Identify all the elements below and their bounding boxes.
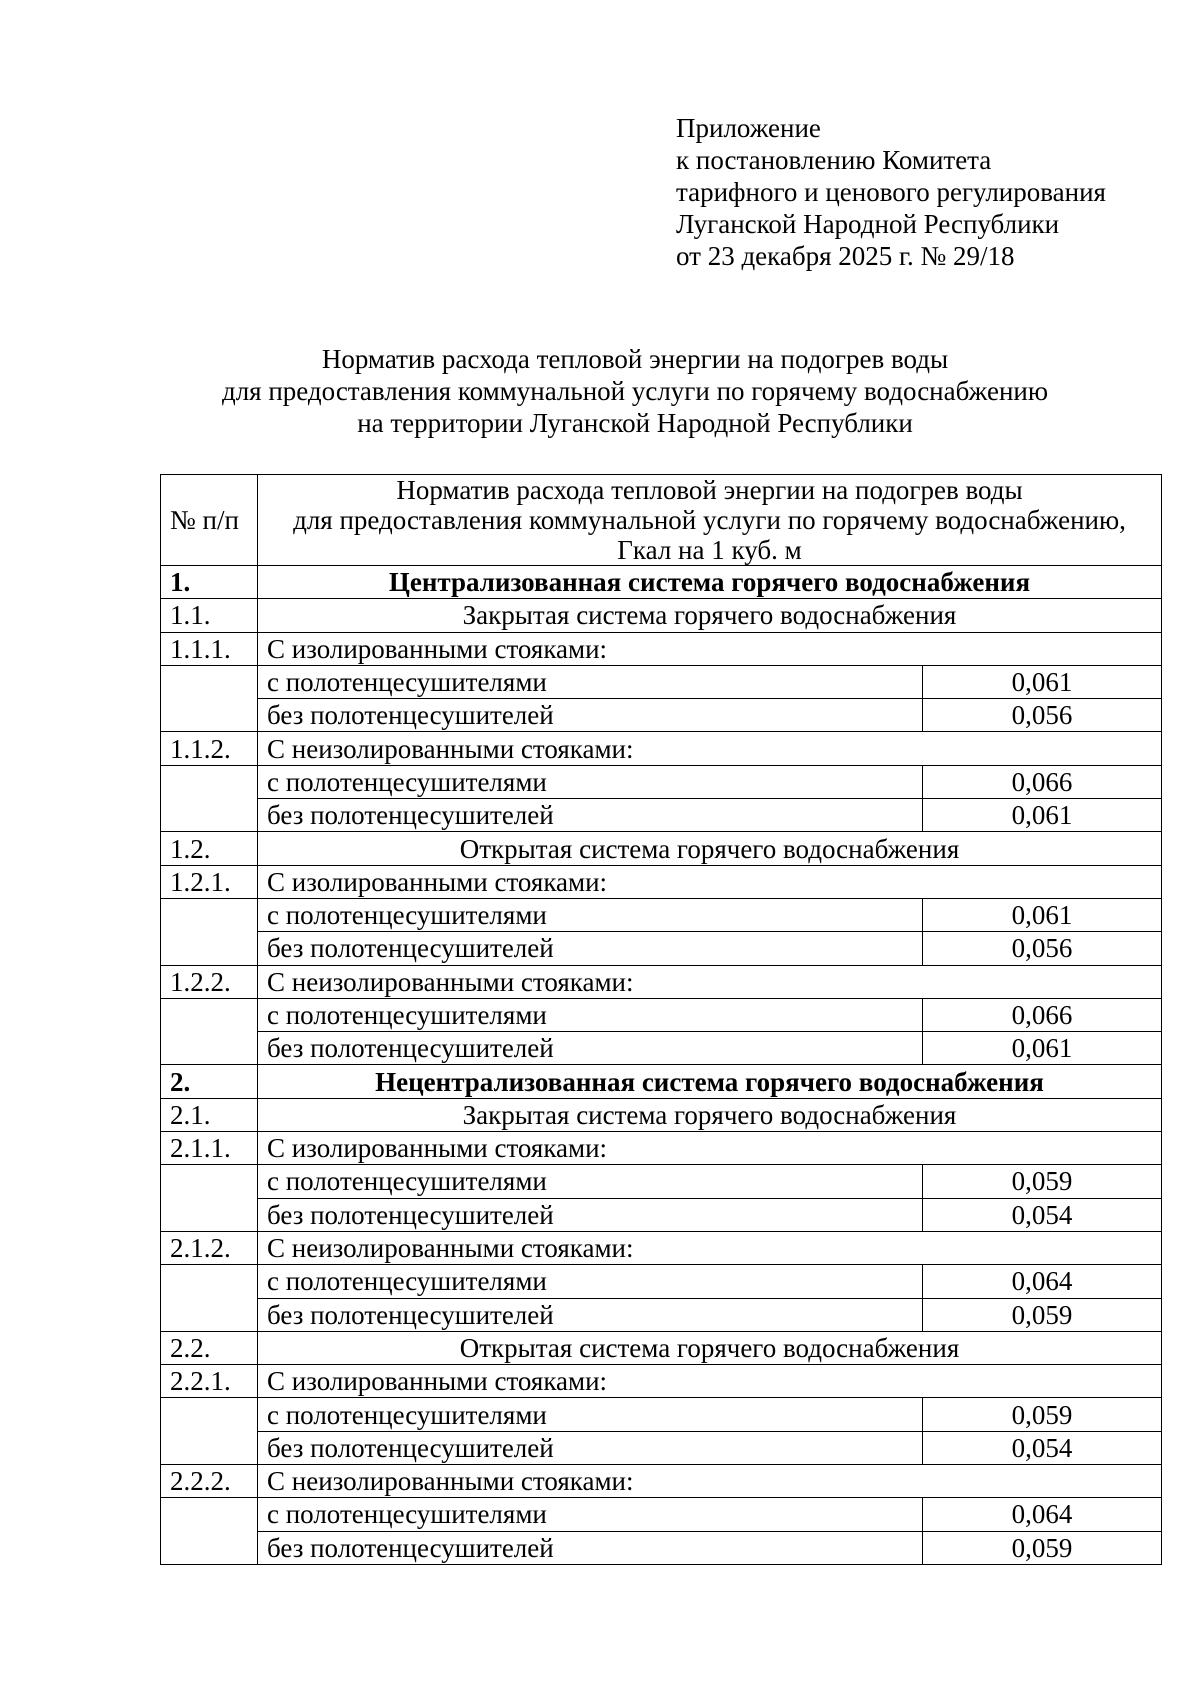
group-row [161, 632, 1162, 665]
table-row [161, 898, 1162, 931]
table-row [161, 799, 1162, 832]
row-number: 2.1.2. [161, 1231, 258, 1264]
empty-num-cell [161, 1498, 258, 1565]
group-row [161, 865, 1162, 898]
header-line: Норматив расхода тепловой энергии на подогрев воды [396, 475, 1023, 505]
row-number: 2.2. [161, 1331, 258, 1364]
appendix-line: от 23 декабря 2025 г. № 29/18 [676, 241, 1015, 271]
item-value: 0,054 [923, 1431, 1162, 1464]
table-row [161, 1265, 1162, 1298]
appendix-block [676, 112, 1106, 272]
empty-num-cell [161, 1165, 258, 1232]
group-label: С изолированными стояками: [258, 1365, 1162, 1398]
table-row [161, 1165, 1162, 1198]
table-row [161, 1531, 1162, 1564]
subsection-row [161, 832, 1162, 865]
item-label: без полотенцесушителей [258, 1298, 923, 1331]
group-row [161, 1231, 1162, 1264]
table-row [161, 765, 1162, 798]
item-value: 0,059 [923, 1165, 1162, 1198]
section-row [161, 1065, 1162, 1098]
item-value: 0,066 [923, 998, 1162, 1031]
item-label: без полотенцесушителей [258, 699, 923, 732]
row-number: 2.2.1. [161, 1365, 258, 1398]
subsection-label: Открытая система горячего водоснабжения [258, 1331, 1162, 1364]
table-row [161, 699, 1162, 732]
row-number: 1.1. [161, 599, 258, 632]
subsection-row [161, 599, 1162, 632]
appendix-line: Приложение [676, 113, 821, 143]
title-line: на территории Луганской Народной Республики [357, 408, 913, 438]
item-label: без полотенцесушителей [258, 1032, 923, 1065]
table-row [161, 1298, 1162, 1331]
row-number: 2. [161, 1065, 258, 1098]
item-value: 0,064 [923, 1265, 1162, 1298]
group-label: С неизолированными стояками: [258, 732, 1162, 765]
item-value: 0,061 [923, 665, 1162, 698]
table-row [161, 1198, 1162, 1231]
empty-num-cell [161, 765, 258, 832]
norms-table [160, 474, 1162, 1565]
group-row [161, 732, 1162, 765]
group-row [161, 1465, 1162, 1498]
row-number: 1.1.2. [161, 732, 258, 765]
row-number: 1.2.1. [161, 865, 258, 898]
item-label: с полотенцесушителями [258, 1165, 923, 1198]
table-row [161, 1032, 1162, 1065]
item-value: 0,061 [923, 898, 1162, 931]
subsection-row [161, 1331, 1162, 1364]
item-value: 0,066 [923, 765, 1162, 798]
item-label: с полотенцесушителями [258, 1498, 923, 1531]
item-value: 0,059 [923, 1531, 1162, 1564]
item-value: 0,054 [923, 1198, 1162, 1231]
group-label: С неизолированными стояками: [258, 1465, 1162, 1498]
table-row [161, 1398, 1162, 1431]
item-value: 0,061 [923, 1032, 1162, 1065]
subsection-label: Закрытая система горячего водоснабжения [258, 1098, 1162, 1131]
item-value: 0,056 [923, 699, 1162, 732]
header-line: для предоставления коммунальной услуги по горячему водоснабжению, [293, 505, 1126, 535]
subsection-row [161, 1098, 1162, 1131]
item-label: без полотенцесушителей [258, 932, 923, 965]
item-label: с полотенцесушителями [258, 898, 923, 931]
row-number: 1.2.2. [161, 965, 258, 998]
item-label: без полотенцесушителей [258, 1198, 923, 1231]
empty-num-cell [161, 665, 258, 732]
section-row [161, 566, 1162, 599]
group-label: С неизолированными стояками: [258, 1231, 1162, 1264]
item-label: с полотенцесушителями [258, 1398, 923, 1431]
row-number: 2.1. [161, 1098, 258, 1131]
table-header-row [161, 475, 1162, 566]
appendix-line: Луганской Народной Республики [676, 209, 1060, 239]
group-row [161, 965, 1162, 998]
empty-num-cell [161, 1398, 258, 1465]
item-label: без полотенцесушителей [258, 1531, 923, 1564]
row-number: 2.2.2. [161, 1465, 258, 1498]
item-value: 0,056 [923, 932, 1162, 965]
item-value: 0,061 [923, 799, 1162, 832]
empty-num-cell [161, 898, 258, 965]
row-number: 1. [161, 566, 258, 599]
item-value: 0,064 [923, 1498, 1162, 1531]
group-label: С изолированными стояками: [258, 632, 1162, 665]
item-label: без полотенцесушителей [258, 1431, 923, 1464]
document-title [0, 343, 1200, 439]
group-row [161, 1132, 1162, 1165]
appendix-line: к постановлению Комитета [676, 145, 992, 175]
appendix-line: тарифного и ценового регулирования [676, 177, 1106, 207]
header-line: Гкал на 1 куб. м [617, 535, 802, 565]
title-line: для предоставления коммунальной услуги по горячему водоснабжению [221, 376, 1049, 406]
section-label: Централизованная система горячего водоснабжения [258, 566, 1162, 599]
table-row [161, 1431, 1162, 1464]
item-value: 0,059 [923, 1298, 1162, 1331]
item-label: с полотенцесушителями [258, 1265, 923, 1298]
group-row [161, 1365, 1162, 1398]
group-label: С изолированными стояками: [258, 865, 1162, 898]
table-row [161, 932, 1162, 965]
item-label: без полотенцесушителей [258, 799, 923, 832]
header-title-cell [258, 475, 1162, 566]
section-label: Нецентрализованная система горячего водоснабжения [258, 1065, 1162, 1098]
table-row [161, 665, 1162, 698]
item-label: с полотенцесушителями [258, 998, 923, 1031]
title-line: Норматив расхода тепловой энергии на подогрев воды [321, 344, 949, 374]
row-number: 2.1.1. [161, 1132, 258, 1165]
item-label: с полотенцесушителями [258, 765, 923, 798]
table-row [161, 1498, 1162, 1531]
header-num-cell: № п/п [161, 475, 258, 566]
item-value: 0,059 [923, 1398, 1162, 1431]
row-number: 1.2. [161, 832, 258, 865]
row-number: 1.1.1. [161, 632, 258, 665]
empty-num-cell [161, 998, 258, 1065]
table-row [161, 998, 1162, 1031]
item-label: с полотенцесушителями [258, 665, 923, 698]
empty-num-cell [161, 1265, 258, 1332]
group-label: С изолированными стояками: [258, 1132, 1162, 1165]
subsection-label: Закрытая система горячего водоснабжения [258, 599, 1162, 632]
subsection-label: Открытая система горячего водоснабжения [258, 832, 1162, 865]
group-label: С неизолированными стояками: [258, 965, 1162, 998]
